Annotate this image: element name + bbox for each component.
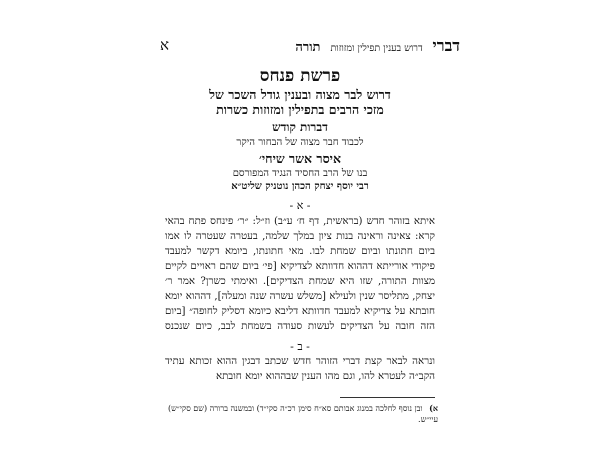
page-title: פרשת פנחס [259, 66, 341, 86]
dedication-heading: דברות קודש [272, 120, 328, 134]
section-marker-bet: - ב - [290, 340, 310, 353]
dedication-line-2: לכבוד חבר מצוה של הבחור היקר [236, 137, 364, 148]
running-head-section: תורה [295, 40, 321, 55]
section-marker-alef: - א - [289, 199, 311, 212]
footnote-text: ובן נוסף לחלכה במנוג אבותם סא״ח סימן רכ״ה סקי״ד) ובמשנה ברורה (שם סקי״ש) עיי״ש. [168, 404, 438, 424]
page-number: א [160, 36, 170, 54]
dedication-father: רבי יוסף יצחק הכהן נוטניק שליט״א [231, 181, 369, 192]
body-paragraph-2: ונראה לבאר קצת דברי הזוהר חדש שכתב דבגין ההוא זכותא עתיד הקב״ה לעטרא להו, וגם מהו הענין שבההוא יומא חובתא [165, 356, 435, 382]
dedication-honoree: איסר אשר שיחי׳ [259, 151, 341, 166]
running-head [160, 36, 460, 54]
subtitle-line-2: מזכי הרבים בתפילין ומזוזות כשרות [216, 102, 384, 117]
footnote-divider [340, 397, 435, 398]
dedication-line-4: בנו של הרב החסיד הנגיד המפורסם [232, 168, 368, 179]
footnote [168, 403, 438, 425]
subtitle-line-1: דרוש לבר מצוה ובענין גודל השכר של [209, 87, 391, 102]
running-head-book: דברי [432, 36, 460, 55]
body-paragraph-1: איתא בזוהר חדש (בראשית, דף ח׳ ע״ב) וז״ל: ״ר׳ פינחס פתח בהאי קרא: צאינה וראינה בנות ציון במלך שלמה, בעטרה שעטרה לו אמו ביום חתונתו וביום שמחת לבו. מאי חתונתו, ביומא דקשר למעבד פיקודי אורייתא דההוא חדוותא לצדיקיא [פי׳ ביום שהם ראויים לקיים מצוות התורה, שזו היא שמחת הצדיקים]. ואימתי כשרן? אמר ר׳ יצחק, מתליסר שנין ולעילא [משלש עשרה שנה ומעלה], דההוא יומא חובתא על צדיקיא למעבד חדוותא דליבא כיומא דסליק לחופה״ [ביום הזה חובה על הצדיקים לעשות סעודה בשמחת לבב, כיום שנכנס [165, 216, 435, 332]
footnote-mark: א) [429, 403, 438, 413]
running-head-subject: דרוש בענין תפילין ומזוזות [330, 43, 423, 54]
